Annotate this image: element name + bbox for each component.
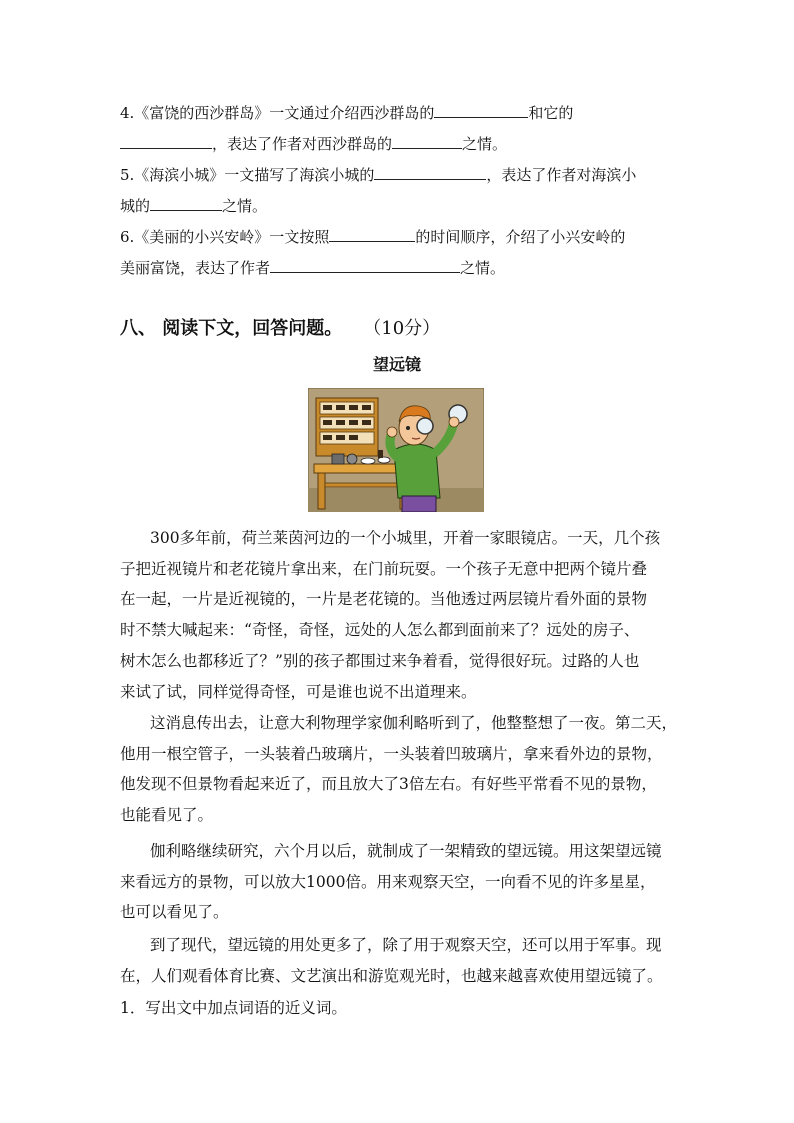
p2-line: 他用一根空管子，一头装着凸玻璃片，一头装着凹玻璃片，拿来看外边的景物， — [120, 744, 663, 763]
q5-text-a: 5.《海滨小城》一文描写了海滨小城的 — [120, 166, 375, 184]
p1-line: 子把近视镜片和老花镜片拿出来，在门前玩耍。一个孩子无意中把两个镜片叠 — [120, 559, 648, 578]
p2-line: 这消息传出去，让意大利物理学家伽利略听到了，他整整想了一夜。第二天， — [150, 714, 678, 732]
p1-line: 时不禁大喊起来：“奇怪，奇怪，远处的人怎么都到面前来了？远处的房子、 — [120, 621, 640, 640]
question-6-line-2 — [120, 257, 505, 278]
q6-text-b: 的时间顺序，介绍了小兴安岭的 — [415, 228, 626, 246]
glasses-shelf — [316, 398, 378, 456]
question-5-line-2 — [120, 195, 267, 216]
section-heading-text: 八、 阅读下文，回答问题。 — [120, 318, 343, 339]
question-6-line-1 — [120, 226, 625, 247]
question-4-line-2 — [120, 133, 507, 154]
p1-line: 来试了试，同样觉得奇怪，可是谁也说不出道理来。 — [120, 682, 477, 701]
q5-blank-1[interactable] — [374, 164, 486, 180]
p2-line: 也能看见了。 — [120, 806, 214, 825]
section-score: （10分） — [372, 318, 441, 339]
q4-text-a: 4.《富饶的西沙群岛》一文通过介绍西沙群岛的 — [120, 104, 435, 122]
q4-text-d: 之情。 — [462, 135, 508, 153]
q4-blank-1[interactable] — [434, 102, 528, 118]
passage-paragraph-1 — [120, 523, 680, 707]
near-lens-icon — [417, 418, 433, 434]
q6-blank-1[interactable] — [329, 226, 415, 242]
p3-line: 也可以看见了。 — [120, 903, 229, 922]
passage-title: 望远镜 — [372, 355, 421, 374]
p4-line: 到了现代，望远镜的用处更多了，除了用于观察天空，还可以用于军事。现 — [150, 936, 662, 954]
q5-blank-2[interactable] — [150, 195, 222, 211]
p1-line: 树木怎么也都移近了？”别的孩子都围过来争着看，觉得很好玩。过路的人也 — [120, 651, 640, 670]
q5-text-b: ，表达了作者对海滨小 — [486, 166, 637, 184]
q4-text-b: 和它的 — [528, 104, 574, 122]
p4-line: 在，人们观看体育比赛、文艺演出和游览观光时，也越来越喜欢使用望远镜了。 — [120, 966, 663, 985]
q6-blank-2[interactable] — [270, 257, 460, 273]
p3-line: 来看远方的景物，可以放大1000倍。用来观察天空，一向看不见的许多星星， — [120, 872, 656, 891]
q4-text-c: ，表达了作者对西沙群岛的 — [212, 135, 393, 153]
p1-line: 在一起，一片是近视镜的，一片是老花镜的。当他透过两层镜片看外面的景物 — [120, 590, 648, 609]
section-heading — [120, 314, 440, 340]
telescope-illustration — [308, 388, 484, 512]
q4-blank-3[interactable] — [392, 133, 462, 149]
question-5-line-1 — [120, 164, 636, 185]
question-4-line-1 — [120, 102, 573, 123]
p3-line: 伽利略继续研究，六个月以后，就制成了一架精致的望远镜。用这架望远镜 — [150, 842, 662, 860]
reading-question-1: 1．写出文中加点词语的近义词。 — [120, 999, 347, 1017]
q5-text-d: 之情。 — [222, 197, 268, 215]
passage-paragraph-2 — [120, 708, 680, 831]
p1-line: 300多年前，荷兰莱茵河边的一个小城里，开着一家眼镜店。一天，几个孩 — [150, 529, 661, 547]
q6-text-d: 之情。 — [460, 259, 506, 277]
q6-text-c: 美丽富饶，表达了作者 — [120, 259, 271, 277]
passage-paragraph-3 — [120, 836, 680, 928]
passage-paragraph-4 — [120, 930, 680, 991]
p2-line: 他发现不但景物看起来近了，而且放大了3倍左右。有好些平常看不见的景物， — [120, 775, 657, 794]
q5-text-c: 城的 — [120, 197, 151, 215]
q4-blank-2[interactable] — [120, 133, 212, 149]
q6-text-a: 6.《美丽的小兴安岭》一文按照 — [120, 228, 330, 246]
